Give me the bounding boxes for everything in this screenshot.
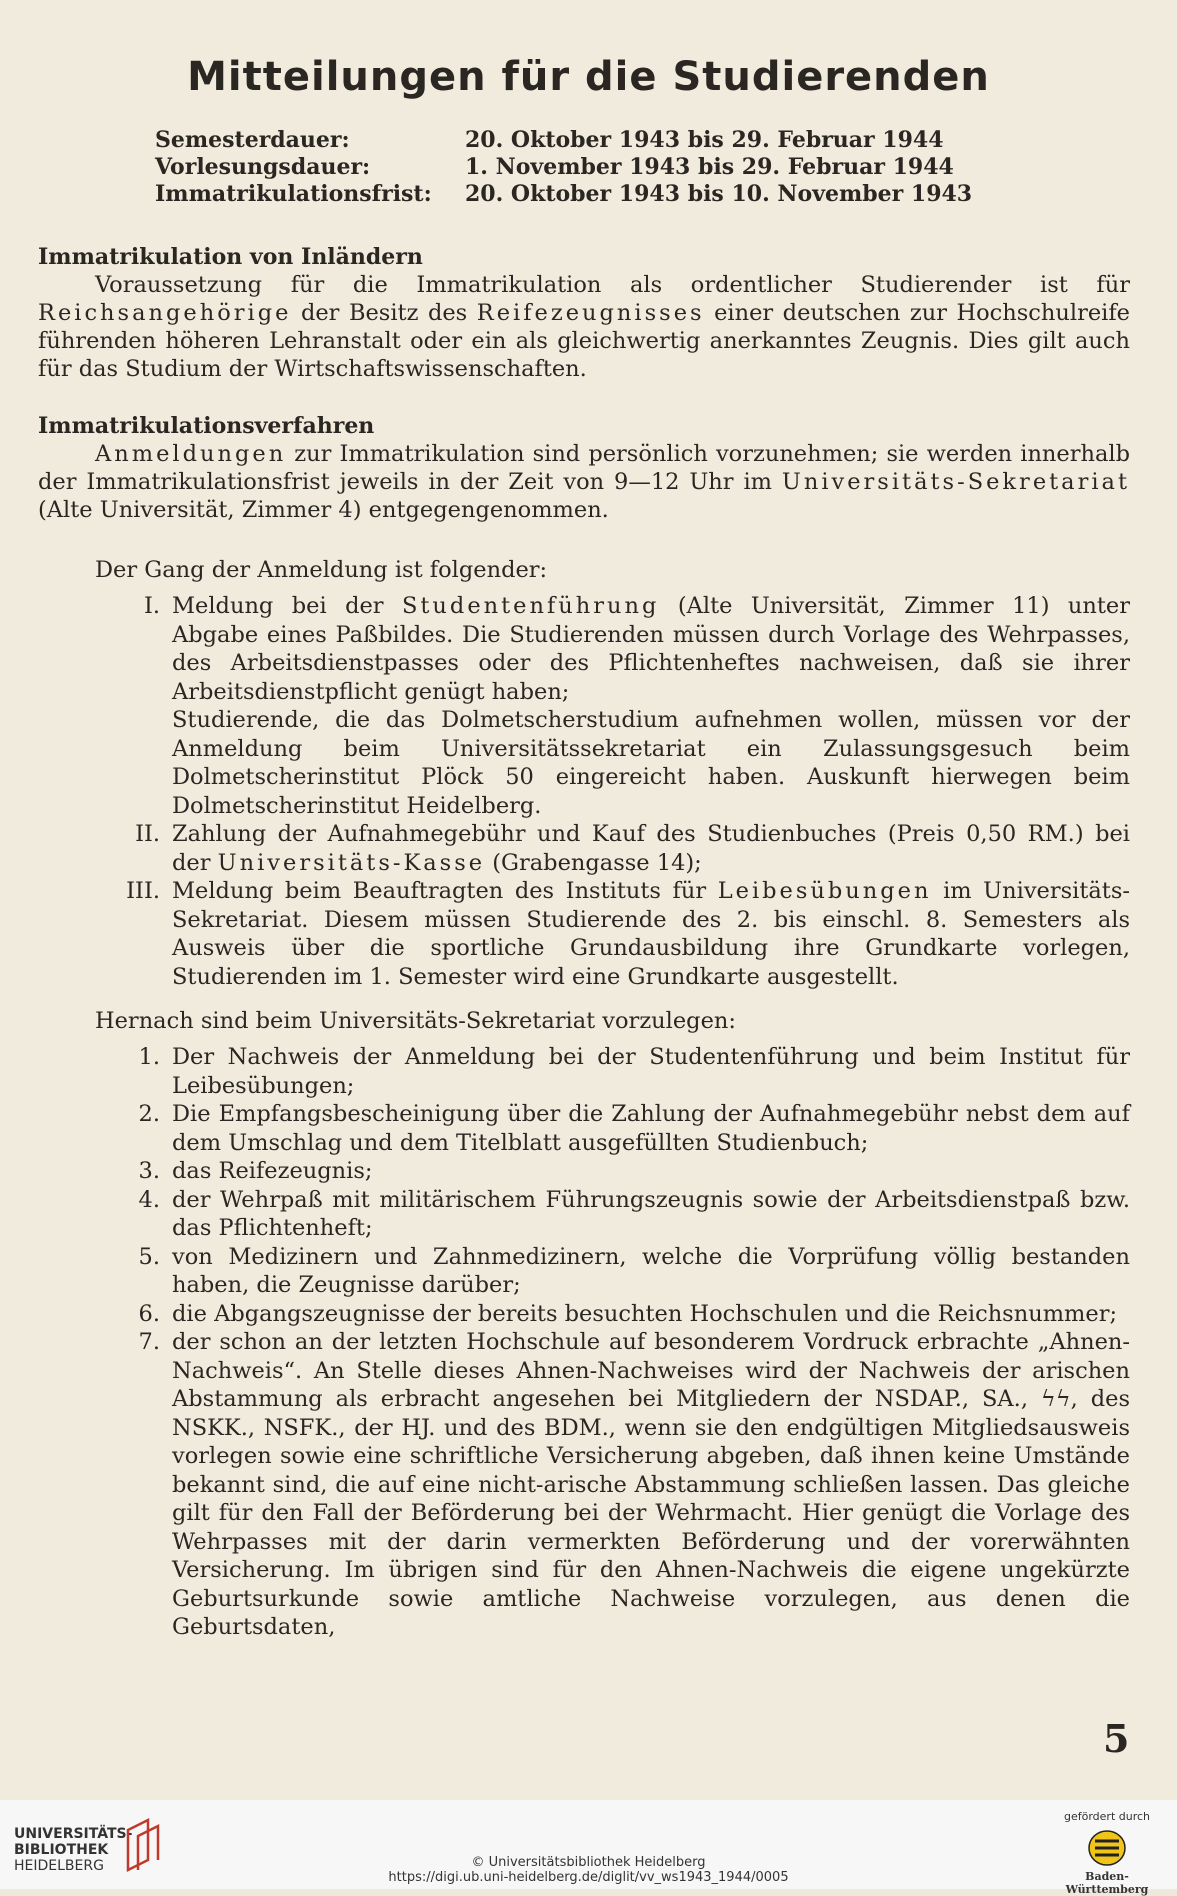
- section-verfahren: [38, 412, 1130, 524]
- date-label: Immatrikulationsfrist:: [155, 181, 432, 207]
- date-value: 20. Oktober 1943 bis 10. November 1943: [465, 181, 973, 207]
- section-paragraph: [38, 271, 1130, 383]
- footer-credit: [0, 1855, 1177, 1885]
- emphasis-text: Universitäts-Kasse: [217, 849, 486, 876]
- item-number: 5.: [138, 1243, 160, 1270]
- list-item: [95, 1300, 1130, 1329]
- item-number: 1.: [138, 1044, 160, 1070]
- item-number: 3.: [138, 1158, 160, 1184]
- emphasis-text: Leibesübungen: [717, 878, 932, 904]
- date-row: [155, 127, 972, 154]
- item-text: von Medizinern und Zahnmedizinern, welche die Vorprüfung völlig bestanden haben, die Zeugnisse darüber;: [172, 1243, 1130, 1298]
- item-number: 7.: [138, 1329, 160, 1355]
- hernach-intro: Hernach sind beim Universitäts-Sekretariat vorzulegen:: [95, 1008, 736, 1034]
- section-heading: Immatrikulation von Inländern: [38, 244, 423, 270]
- item-number: 2.: [138, 1101, 160, 1127]
- item-text: das Reifezeugnis;: [172, 1158, 373, 1184]
- item-text: [172, 592, 1130, 820]
- text-run: (Alte Universität, Zimmer 11) unter Abgabe eines Paßbildes. Die Studierenden müssen durch Vorlage des Wehrpasses, des Arbeitsdienstpasses oder des Pflichtenheftes nachweisen, daß sie ihrer Arbeitsdienstpflicht genügt haben;: [172, 593, 1130, 705]
- list-item: [95, 1100, 1130, 1157]
- source-url[interactable]: https://digi.ub.uni-heidelberg.de/diglit/vv_ws1943_1944/0005: [388, 1870, 789, 1885]
- library-name-line: BIBLIOTHEK: [14, 1842, 109, 1858]
- section-heading: Immatrikulationsverfahren: [38, 413, 375, 439]
- text-run: Zahlung der Aufnahmegebühr und Kauf des Studienbuches (Preis 0,50 RM.) bei der: [172, 821, 1130, 876]
- item-text: [172, 820, 1130, 877]
- semester-dates: [155, 127, 972, 208]
- funded-label: gefördert durch: [1063, 1810, 1151, 1823]
- library-name-line: UNIVERSITÄTS-: [14, 1826, 133, 1842]
- item-number: 6.: [138, 1300, 160, 1327]
- footer-bar: [0, 1800, 1177, 1896]
- section-paragraph: [38, 440, 1130, 524]
- gang-intro: Der Gang der Anmeldung ist folgender:: [95, 557, 548, 583]
- text-run: (Alte Universität, Zimmer 4) entgegengenommen.: [38, 497, 609, 523]
- list-item: [95, 1243, 1130, 1300]
- text-run: Meldung beim Beauftragten des Instituts für: [172, 878, 718, 904]
- item-number: II.: [135, 821, 160, 847]
- item-number: III.: [126, 878, 160, 904]
- list-item: [95, 1043, 1130, 1100]
- numbered-list: [95, 1043, 1130, 1642]
- emphasis-text: Reifezeugnisses: [476, 300, 705, 326]
- date-row: [155, 154, 972, 181]
- date-value: 1. November 1943 bis 29. Februar 1944: [465, 154, 954, 180]
- text-run: der Besitz des: [291, 300, 477, 326]
- copyright-text: © Universitätsbibliothek Heidelberg: [471, 1855, 706, 1870]
- list-item: [95, 820, 1130, 877]
- list-item: [95, 1328, 1130, 1642]
- list-item: [95, 592, 1130, 820]
- date-label: Vorlesungsdauer:: [155, 154, 371, 180]
- text-run: (Grabengasse 14);: [485, 849, 702, 876]
- text-run: Meldung bei der: [172, 593, 402, 619]
- emphasis-text: Anmeldungen: [95, 441, 287, 467]
- item-number: 4.: [138, 1186, 160, 1213]
- library-name-line: HEIDELBERG: [14, 1858, 104, 1874]
- text-run: im Universitäts-Sekretariat. Diesem müssen Studierende des 2. bis einschl. 8. Semesters als Ausweis über die sportliche Grundausbildung ihre Grundkarte vorlegen, Studierenden im 1. Semester wird eine Grundkarte ausgestellt.: [172, 878, 1130, 990]
- page-number: 5: [1103, 1716, 1130, 1761]
- section-inlaender: [38, 243, 1130, 383]
- emphasis-text: Reichsangehörige: [38, 300, 292, 326]
- funding-note: [1057, 1810, 1157, 1896]
- emphasis-text: Universitäts-Sekretariat: [781, 469, 1130, 495]
- roman-list: [95, 592, 1130, 991]
- list-item: [95, 1186, 1130, 1243]
- emphasis-text: Studentenführung: [401, 593, 660, 619]
- item-number: I.: [143, 593, 160, 619]
- item-text: der schon an der letzten Hochschule auf besonderem Vordruck erbrachte „Ahnen-Nachweis“. An Stelle dieses Ahnen-Nachweises wird der Nachweis der arischen Abstammung als erbracht angesehen bei Mitgliedern der NSDAP., SA., ϟϟ, des NSKK., NSFK., der HJ. und des BDM., wenn sie den endgültigen Mitgliedsausweis vorlegen sowie eine schriftliche Versicherung abgeben, daß ihnen keine Umstände bekannt sind, die auf eine nicht-arische Abstammung schließen lassen. Das gleiche gilt für den Fall der Beförderung bei der Wehrmacht. Hier genügt die Vorlage des Wehrpasses mit der darin vermerkten Beförderung und der vorerwähnten Versicherung. Im übrigen sind für den Ahnen-Nachweis die eigene ungekürzte Geburtsurkunde sowie amtliche Nachweise vorzulegen, aus denen die Geburtsdaten,: [172, 1329, 1130, 1640]
- state-label: Baden-Württemberg: [1065, 1870, 1149, 1896]
- date-label: Semesterdauer:: [155, 127, 350, 153]
- item-text: Die Empfangsbescheinigung über die Zahlung der Aufnahmegebühr nebst dem auf dem Umschlag und dem Titelblatt ausgefüllten Studienbuch;: [172, 1101, 1130, 1156]
- page-title: Mitteilungen für die Studierenden: [187, 54, 990, 100]
- text-run: zur Immatrikulation sind persönlich vorzunehmen; sie werden innerhalb der Immatrikulationsfrist jeweils in der Zeit von 9—12 Uhr im: [38, 441, 1130, 495]
- list-item: [95, 877, 1130, 991]
- item-text: der Wehrpaß mit militärischem Führungszeugnis sowie der Arbeitsdienstpaß bzw. das Pflichtenheft;: [172, 1186, 1130, 1241]
- date-value: 20. Oktober 1943 bis 29. Februar 1944: [465, 127, 944, 153]
- item-text: die Abgangszeugnisse der bereits besuchten Hochschulen und die Reichsnummer;: [172, 1300, 1118, 1327]
- text-run: einer deutschen zur Hochschulreife führenden höheren Lehranstalt oder ein als gleichwertig anerkanntes Zeugnis. Dies gilt auch für das Studium der Wirtschaftswissenschaften.: [38, 300, 1130, 382]
- item-text: [172, 877, 1130, 991]
- text-run: Voraussetzung für die Immatrikulation als ordentlicher Studierender ist für: [95, 272, 1130, 298]
- item-text: Der Nachweis der Anmeldung bei der Studentenführung und beim Institut für Leibesübungen;: [172, 1044, 1130, 1099]
- state-crest-icon: [1087, 1829, 1127, 1867]
- date-row: [155, 181, 972, 208]
- list-item: [95, 1157, 1130, 1186]
- text-run: Studierende, die das Dolmetscherstudium aufnehmen wollen, müssen vor der Anmeldung beim Universitätssekretariat ein Zulassungsgesuch beim Dolmetscherinstitut Plöck 50 eingereicht haben. Auskunft hierwegen beim Dolmetscherinstitut Heidelberg.: [172, 707, 1130, 819]
